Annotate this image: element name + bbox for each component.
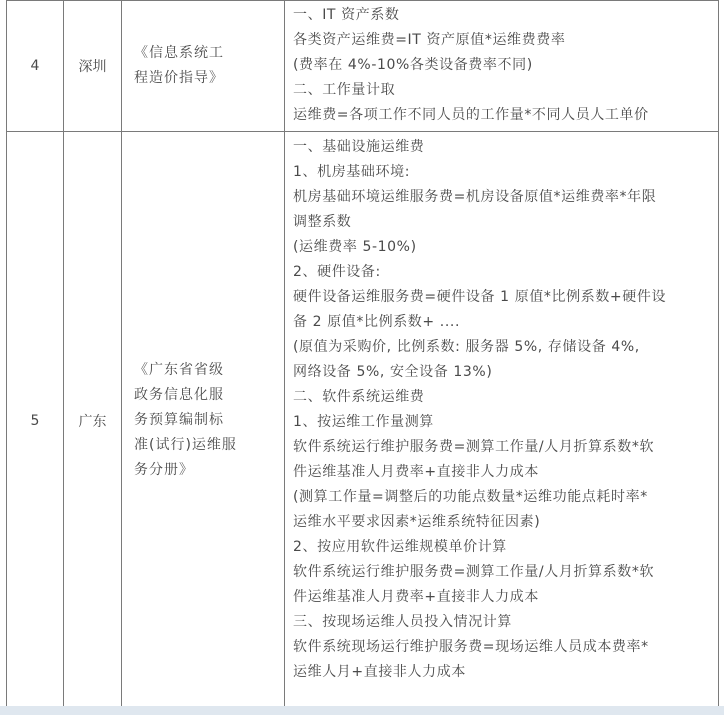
content-line: (运维费率 5-10%) xyxy=(293,239,417,255)
source-line: 务预算编制标 xyxy=(134,412,224,428)
row-city: 深圳 xyxy=(64,1,122,132)
row-content xyxy=(285,1,719,132)
content-line: 运维水平要求因素*运维系统特征因素) xyxy=(293,514,541,530)
row-number: 5 xyxy=(7,132,64,710)
content-line: 三、按现场运维人员投入情况计算 xyxy=(293,614,512,630)
table-row xyxy=(7,132,719,710)
content-line: 2、硬件设备: xyxy=(293,264,381,280)
source-line: 政务信息化服 xyxy=(134,387,224,403)
content-line: 各类资产运维费=IT 资产原值*运维费费率 xyxy=(293,32,566,48)
source-line: 务分册》 xyxy=(134,462,194,478)
row-content xyxy=(285,132,719,710)
table-row xyxy=(7,1,719,132)
source-line: 《信息系统工 xyxy=(134,45,224,61)
content-line: 件运维基准人月费率+直接非人力成本 xyxy=(293,589,539,605)
row-number: 4 xyxy=(7,1,64,132)
content-line: (原值为采购价, 比例系数: 服务器 5%, 存储设备 4%, xyxy=(293,339,640,355)
content-line: 网络设备 5%, 安全设备 13%) xyxy=(293,364,493,380)
content-line: 调整系数 xyxy=(293,214,352,230)
page-bottom-strip xyxy=(0,706,724,715)
content-line: 软件系统现场运行维护服务费=现场运维人员成本费率* xyxy=(293,639,649,655)
content-line: 硬件设备运维服务费=硬件设备 1 原值*比例系数+硬件设 xyxy=(293,289,667,305)
content-line: 二、软件系统运维费 xyxy=(293,389,425,405)
content-line: 软件系统运行维护服务费=测算工作量/人月折算系数*软 xyxy=(293,439,655,455)
content-line: 软件系统运行维护服务费=测算工作量/人月折算系数*软 xyxy=(293,564,655,580)
content-line: 一、基础设施运维费 xyxy=(293,139,425,155)
content-line: 运维人月+直接非人力成本 xyxy=(293,664,466,680)
content-line: (费率在 4%-10%各类设备费率不同) xyxy=(293,57,533,73)
content-line: 1、按运维工作量测算 xyxy=(293,414,434,430)
content-line: 备 2 原值*比例系数+ .... xyxy=(293,314,460,330)
row-source-document xyxy=(122,1,285,132)
content-line: 机房基础环境运维服务费=机房设备原值*运维费率*年限 xyxy=(293,189,657,205)
source-line: 《广东省省级 xyxy=(134,362,224,378)
row-source-document xyxy=(122,132,285,710)
source-line: 准(试行)运维服 xyxy=(134,437,237,453)
content-line: 一、IT 资产系数 xyxy=(293,7,400,23)
row-city: 广东 xyxy=(64,132,122,710)
content-line: 运维费=各项工作不同人员的工作量*不同人员人工单价 xyxy=(293,107,649,123)
content-line: 1、机房基础环境: xyxy=(293,164,411,180)
cost-standard-table xyxy=(6,0,719,710)
content-line: 二、工作量计取 xyxy=(293,82,396,98)
content-line: (测算工作量=调整后的功能点数量*运维功能点耗时率* xyxy=(293,489,648,505)
source-line: 程造价指导》 xyxy=(134,70,224,86)
content-line: 件运维基准人月费率+直接非人力成本 xyxy=(293,464,539,480)
content-line: 2、按应用软件运维规模单价计算 xyxy=(293,539,507,555)
